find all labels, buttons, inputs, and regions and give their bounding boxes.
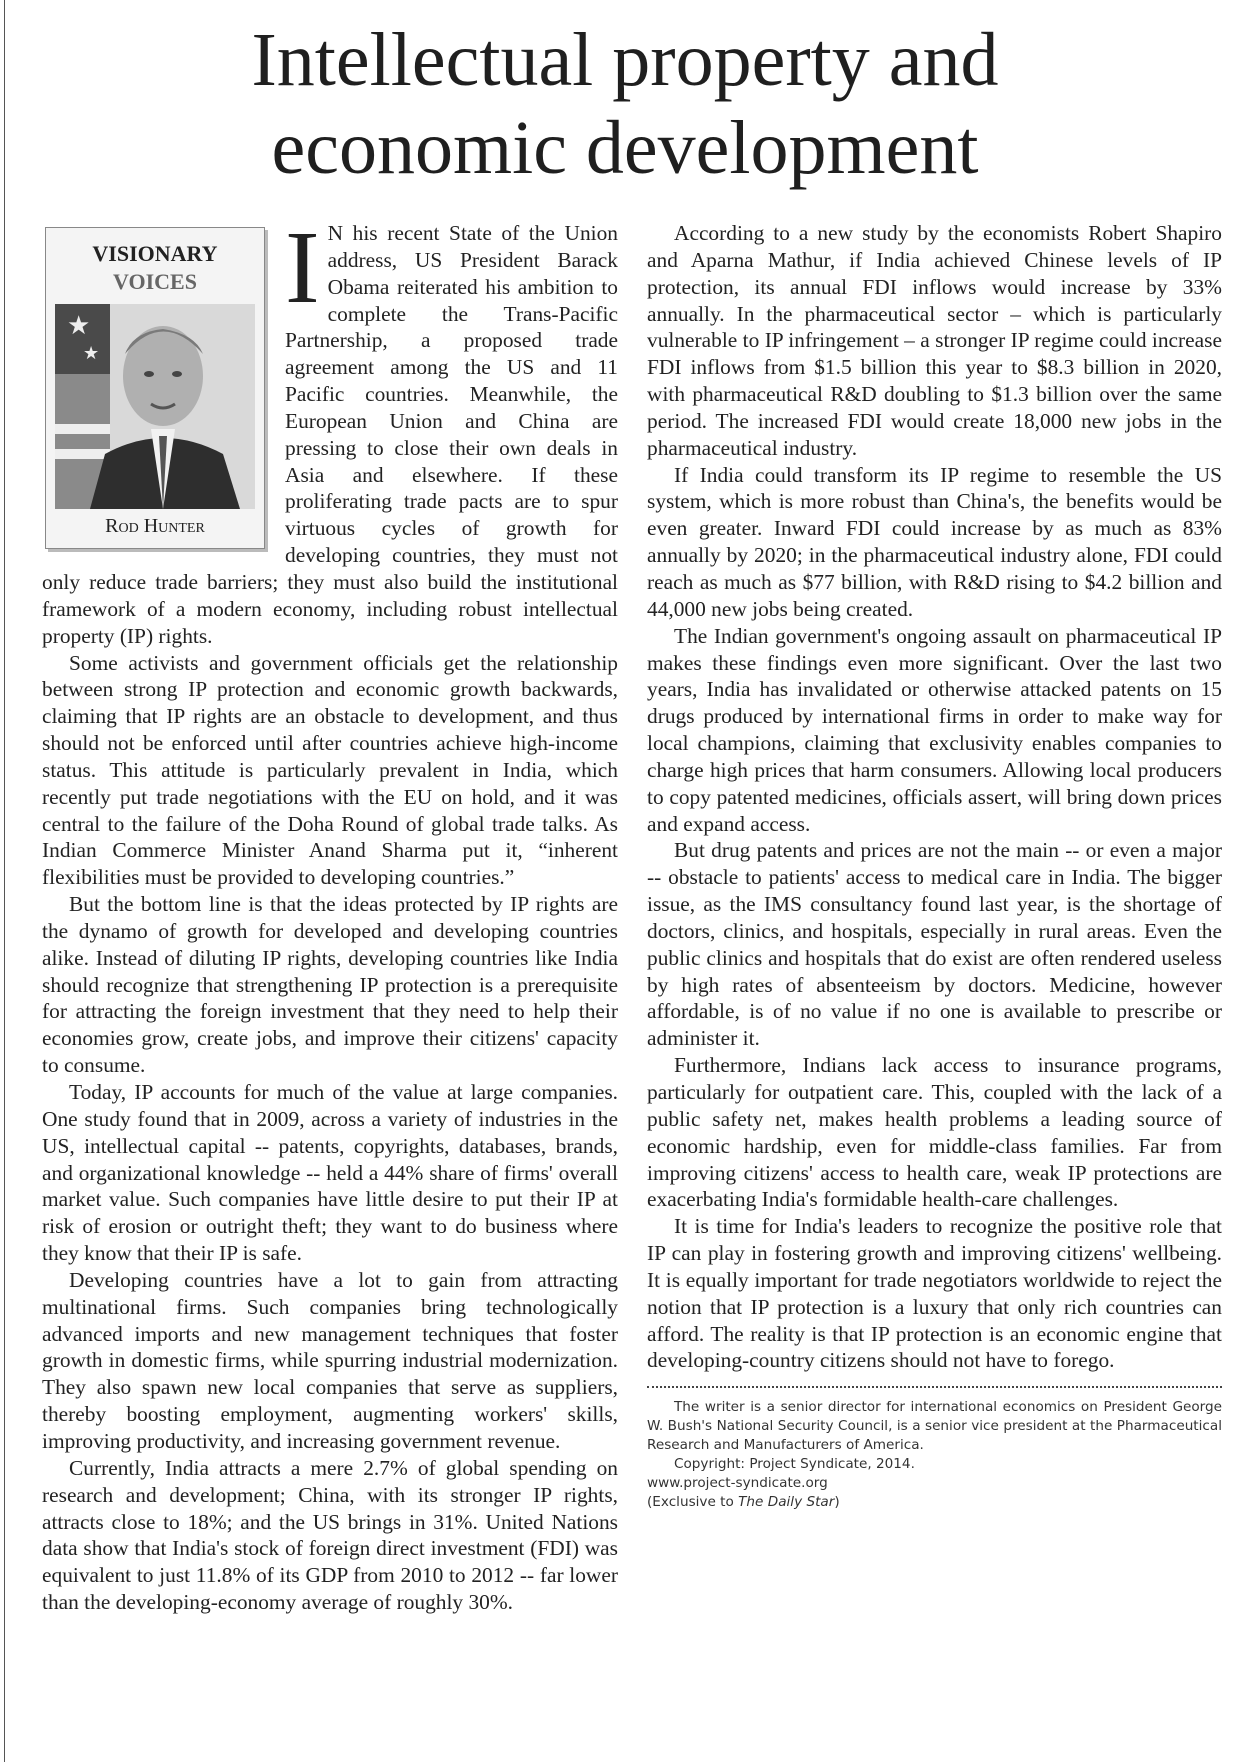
website-link[interactable]: www.project-syndicate.org — [647, 1475, 828, 1492]
footer-separator — [647, 1386, 1222, 1388]
svg-text:★: ★ — [83, 343, 100, 363]
headline-line-2: economic development — [271, 106, 979, 190]
paragraph-10: But drug patents and prices are not the main -- or even a major -- obstacle to patients' access to medical care in India. The bigger issue, as the IMS consultancy found last year, is the shortage of doctors, clinics, and hospitals, especially in rural areas. Even the public clinics and hospitals that do exist are often rendered useless by high rates of absenteeism by doctors. Medicine, however affordable, is of no value if no one is available to prescribe or administer it. — [647, 838, 1222, 1051]
paragraph-7: According to a new study by the economists Robert Shapiro and Aparna Mathur, if India achieved Chinese levels of IP protection, its annual FDI inflows would increase by 33% annually. In the pharmaceutical sector – which is particularly vulnerable to IP infringement – a stronger IP regime could increase FDI inflows from $1.5 billion this year to $8.3 billion in 2020, with pharmaceutical R&D doubling to $1.3 billion over the same period. The increased FDI would create 18,000 new jobs in the pharmaceutical industry. — [647, 221, 1222, 460]
columnist-box — [45, 227, 265, 549]
paragraph-intro: N his recent State of the Union address, US President Barack Obama reiterated his ambition to complete the Trans-Pacific Partnership, a proposed trade agreement among the US and 11 Pacific countries. Meanwhile, the European Union and China are pressing to close their own deals in Asia and elsewhere. If these proliferating trade pacts are to spur virtuous cycles of growth for developing countries, they must not only reduce trade barriers; they must also build the institutional framework of a modern economy, including robust intellectual property (IP) rights. — [42, 221, 618, 648]
headline-line-1: Intellectual property and — [251, 18, 999, 102]
column-series-title: VISIONARY VOICES — [92, 241, 218, 294]
article-headline — [150, 16, 1100, 192]
paragraph-4: Today, IP accounts for much of the value at large companies. One study found that in 2009, across a variety of industries in the US, intellectual capital -- patents, copyrights, databases, brands, and organizational knowledge -- held a 44% share of firms' overall market value. Such companies have little desire to put their IP at risk of erosion or outright theft; they want to do business where they know that their IP is safe. — [42, 1080, 618, 1266]
paragraph-5: Developing countries have a lot to gain from attracting multinational firms. Such companies bring technologically advanced imports and new management techniques that foster growth in domestic firms, while spurring industrial modernization. They also spawn new local companies that serve as suppliers, thereby boosting employment, augmenting workers' skills, improving productivity, and increasing government revenue. — [42, 1267, 618, 1453]
author-name: Rod Hunter — [105, 515, 205, 538]
copyright-line: Copyright: Project Syndicate, 2014. — [674, 1456, 915, 1473]
page-left-rule — [4, 0, 5, 1762]
paragraph-2: Some activists and government officials get the relationship between strong IP protection and economic growth backwards, claiming that IP rights are an obstacle to development, and thus should not be enforced until after countries achieve high-income status. This attitude is particularly prevalent in India, which recently put trade negotiations with the EU on hold, and it was central to the failure of the Doha Round of global trade talks. As Indian Commerce Minister Anand Sharma put it, “inherent flexibilities must be provided to developing countries.” — [42, 650, 618, 890]
author-bio: The writer is a senior director for international economics on President George W. Bush's National Security Council, is a senior vice president at the Pharmaceutical Research and Manufacturers of America. — [647, 1399, 1222, 1454]
paragraph-9: The Indian government's ongoing assault on pharmaceutical IP makes these findings even more significant. Over the last two years, India has invalidated or otherwise attacked patents on 15 drugs produced by international firms in order to make way for local champions, claiming that exclusivity enables companies to charge high prices that harm consumers. Allowing local producers to copy patented medicines, officials assert, will bring down prices and expand access. — [647, 623, 1222, 836]
author-portrait — [55, 304, 255, 509]
paragraph-11: Furthermore, Indians lack access to insurance programs, particularly for outpatient care. This, coupled with the lack of a public safety net, makes health problems a leading source of economic hardship, even for middle-class families. Far from improving citizens' access to health care, weak IP protections are exacerbating India's formidable health-care challenges. — [647, 1053, 1222, 1212]
drop-cap: I — [285, 210, 320, 325]
article-column-right — [647, 220, 1222, 1512]
svg-text:★: ★ — [67, 311, 91, 340]
copyright-block: Copyright: Project Syndicate, 2014. www.project-syndicate.org (Exclusive to The Daily Star) — [647, 1456, 915, 1511]
paragraph-8: If India could transform its IP regime to resemble the US system, which is more robust than China's, the benefits would be even greater. Inward FDI could increase by as much as 83% annually by 2020; in the pharmaceutical industry alone, FDI could reach as much as $77 billion, with R&D rising to $4.2 billion and 44,000 new jobs being created. — [647, 462, 1222, 621]
paragraph-12: It is time for India's leaders to recognize the positive role that IP can play in fostering growth and improving citizens' wellbeing. It is equally important for trade negotiators worldwide to reject the notion that IP protection is a luxury that only rich countries can afford. The reality is that IP protection is an economic engine that developing-country citizens should not have to forego. — [647, 1214, 1222, 1373]
article-column-left — [42, 210, 618, 1616]
publication-name: The Daily Star — [738, 1494, 835, 1511]
paragraph-6: Currently, India attracts a mere 2.7% of global spending on research and development; China, with its stronger IP rights, attracts close to 18%; and the US brings in 31%. United Nations data show that India's stock of foreign direct investment (FDI) was equivalent to just 11.8% of its GDP from 2010 to 2012 -- far lower than the developing-economy average of roughly 30%. — [42, 1455, 618, 1615]
paragraph-3: But the bottom line is that the ideas protected by IP rights are the dynamo of growth for developed and developing countries alike. Instead of diluting IP rights, developing countries like India should recognize that strengthening IP protection is a prerequisite for attracting the foreign investment that they need to help their economies grow, create jobs, and improve their citizens' capacity to consume. — [42, 892, 618, 1078]
